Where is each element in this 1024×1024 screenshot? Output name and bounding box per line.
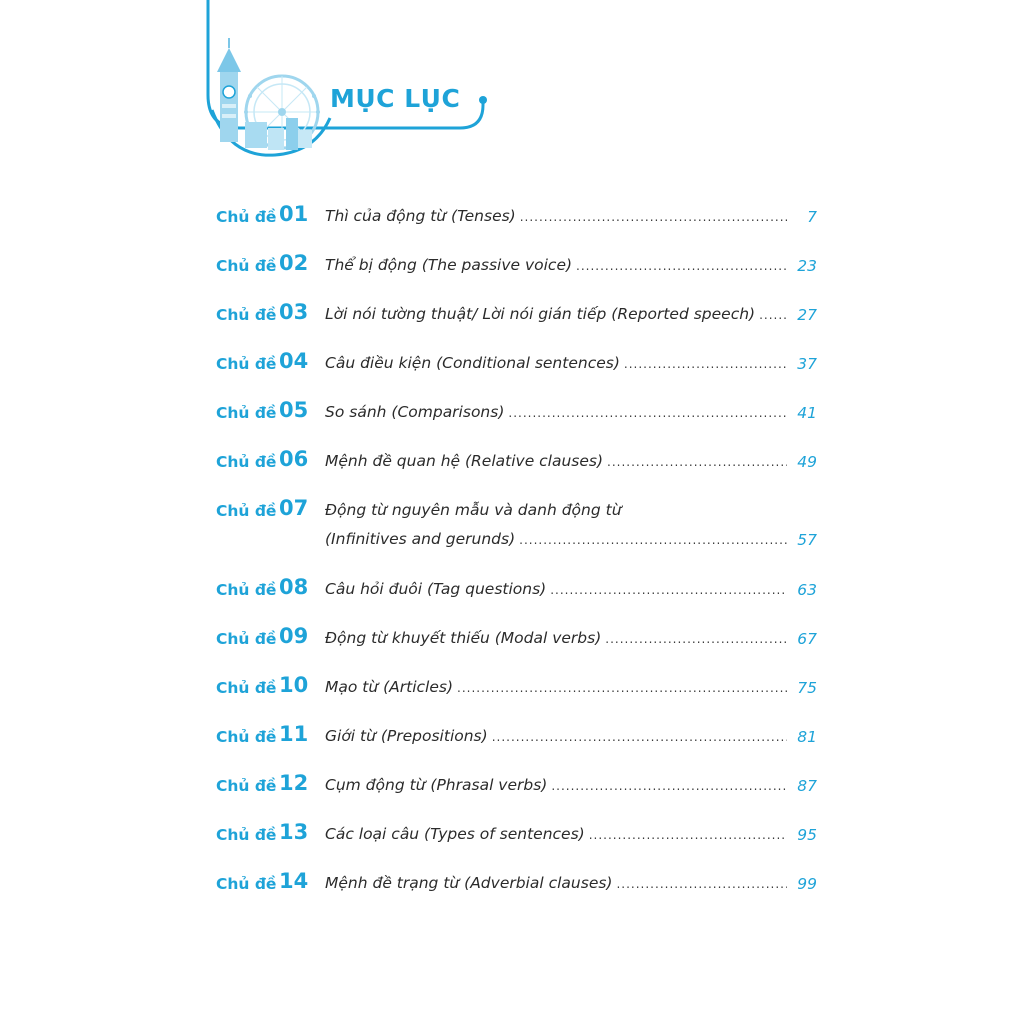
toc-entry[interactable] bbox=[0, 202, 1024, 232]
topic-label: Chủ đề bbox=[216, 502, 277, 520]
topic-label: Chủ đề bbox=[216, 679, 277, 697]
toc-entry[interactable] bbox=[0, 869, 1024, 899]
dot-leader bbox=[492, 730, 787, 744]
toc-entry[interactable] bbox=[0, 722, 1024, 752]
toc-entry[interactable] bbox=[0, 771, 1024, 801]
page-number: 75 bbox=[797, 679, 817, 697]
topic-number: 13 bbox=[279, 820, 309, 844]
topic-label: Chủ đề bbox=[216, 453, 277, 471]
dot-leader bbox=[519, 533, 787, 547]
dot-leader bbox=[605, 632, 787, 646]
frame-end-dot bbox=[479, 96, 487, 104]
page-number: 49 bbox=[797, 453, 817, 471]
topic-number: 10 bbox=[279, 673, 309, 697]
entry-line bbox=[325, 207, 787, 225]
entry-line bbox=[325, 825, 787, 843]
entry-title: Mệnh đề trạng từ (Adverbial clauses) bbox=[325, 874, 613, 892]
topic-number: 11 bbox=[279, 722, 309, 746]
topic-label: Chủ đề bbox=[216, 581, 277, 599]
dot-leader bbox=[508, 406, 787, 420]
entry-title: Mạo từ (Articles) bbox=[325, 678, 454, 696]
entry-title: Câu hỏi đuôi (Tag questions) bbox=[325, 580, 547, 598]
entry-line bbox=[325, 874, 787, 892]
entry-title: Câu điều kiện (Conditional sentences) bbox=[325, 354, 620, 372]
entry-title: Cụm động từ (Phrasal verbs) bbox=[325, 776, 548, 794]
topic-number: 12 bbox=[279, 771, 309, 795]
topic-number: 14 bbox=[279, 869, 309, 893]
topic-number: 03 bbox=[279, 300, 309, 324]
dot-leader bbox=[551, 779, 787, 793]
toc-entry[interactable] bbox=[0, 575, 1024, 605]
dot-leader bbox=[576, 259, 787, 273]
toc-entry[interactable] bbox=[0, 349, 1024, 379]
dot-leader bbox=[589, 828, 787, 842]
topic-label: Chủ đề bbox=[216, 404, 277, 422]
dot-leader bbox=[520, 210, 787, 224]
dot-leader bbox=[550, 583, 787, 597]
london-illustration bbox=[212, 38, 330, 155]
entry-title: Mệnh đề quan hệ (Relative clauses) bbox=[325, 452, 604, 470]
entry-title: Giới từ (Prepositions) bbox=[325, 727, 488, 745]
dot-leader bbox=[457, 681, 787, 695]
page-number: 87 bbox=[797, 777, 817, 795]
topic-number: 07 bbox=[279, 496, 309, 520]
topic-number: 06 bbox=[279, 447, 309, 471]
entry-line bbox=[325, 530, 787, 548]
topic-label: Chủ đề bbox=[216, 208, 277, 226]
entry-line bbox=[325, 403, 787, 421]
topic-number: 05 bbox=[279, 398, 309, 422]
toc-entry[interactable] bbox=[0, 300, 1024, 330]
topic-label: Chủ đề bbox=[216, 826, 277, 844]
entry-title-line1: Động từ nguyên mẫu và danh động từ bbox=[325, 501, 622, 519]
page-number: 57 bbox=[797, 531, 817, 549]
topic-label: Chủ đề bbox=[216, 355, 277, 373]
page-number: 23 bbox=[797, 257, 817, 275]
topic-number: 02 bbox=[279, 251, 309, 275]
page-number: 99 bbox=[797, 875, 817, 893]
page-number: 27 bbox=[797, 306, 817, 324]
entry-line bbox=[325, 256, 787, 274]
toc-entry[interactable] bbox=[0, 398, 1024, 428]
toc-entry[interactable] bbox=[0, 673, 1024, 703]
entry-title: Thể bị động (The passive voice) bbox=[325, 256, 573, 274]
page-title: MỤC LỤC bbox=[330, 84, 461, 113]
topic-label: Chủ đề bbox=[216, 257, 277, 275]
dot-leader bbox=[616, 877, 787, 891]
topic-label: Chủ đề bbox=[216, 728, 277, 746]
page-number: 37 bbox=[797, 355, 817, 373]
dot-leader bbox=[624, 357, 787, 371]
page-number: 63 bbox=[797, 581, 817, 599]
dot-leader bbox=[759, 308, 787, 322]
entry-title: So sánh (Comparisons) bbox=[325, 403, 505, 421]
entry-line bbox=[325, 354, 787, 372]
entry-line bbox=[325, 452, 787, 470]
page-number: 67 bbox=[797, 630, 817, 648]
page-number: 7 bbox=[807, 208, 817, 226]
topic-label: Chủ đề bbox=[216, 630, 277, 648]
entry-title: (Infinitives and gerunds) bbox=[325, 530, 516, 548]
toc-entry[interactable] bbox=[0, 447, 1024, 477]
page-number: 41 bbox=[797, 404, 817, 422]
page-number: 81 bbox=[797, 728, 817, 746]
toc-entry[interactable] bbox=[0, 624, 1024, 654]
entry-line bbox=[325, 776, 787, 794]
toc-entry[interactable] bbox=[0, 251, 1024, 281]
entry-line bbox=[325, 678, 787, 696]
topic-label: Chủ đề bbox=[216, 875, 277, 893]
entry-title: Lời nói tường thuật/ Lời nói gián tiếp (Reported speech) bbox=[325, 305, 756, 323]
topic-label: Chủ đề bbox=[216, 777, 277, 795]
toc-entry[interactable] bbox=[0, 820, 1024, 850]
entry-line bbox=[325, 629, 787, 647]
toc-entry[interactable] bbox=[0, 496, 1024, 549]
entry-title: Động từ khuyết thiếu (Modal verbs) bbox=[325, 629, 602, 647]
page-number: 95 bbox=[797, 826, 817, 844]
entry-title: Các loại câu (Types of sentences) bbox=[325, 825, 585, 843]
entry-title: Thì của động từ (Tenses) bbox=[325, 207, 516, 225]
entry-line bbox=[325, 305, 787, 323]
topic-number: 09 bbox=[279, 624, 309, 648]
dot-leader bbox=[607, 455, 787, 469]
topic-number: 01 bbox=[279, 202, 309, 226]
header-decoration bbox=[0, 0, 1024, 180]
entry-line bbox=[325, 727, 787, 745]
topic-number: 08 bbox=[279, 575, 309, 599]
topic-label: Chủ đề bbox=[216, 306, 277, 324]
entry-line bbox=[325, 580, 787, 598]
topic-number: 04 bbox=[279, 349, 309, 373]
